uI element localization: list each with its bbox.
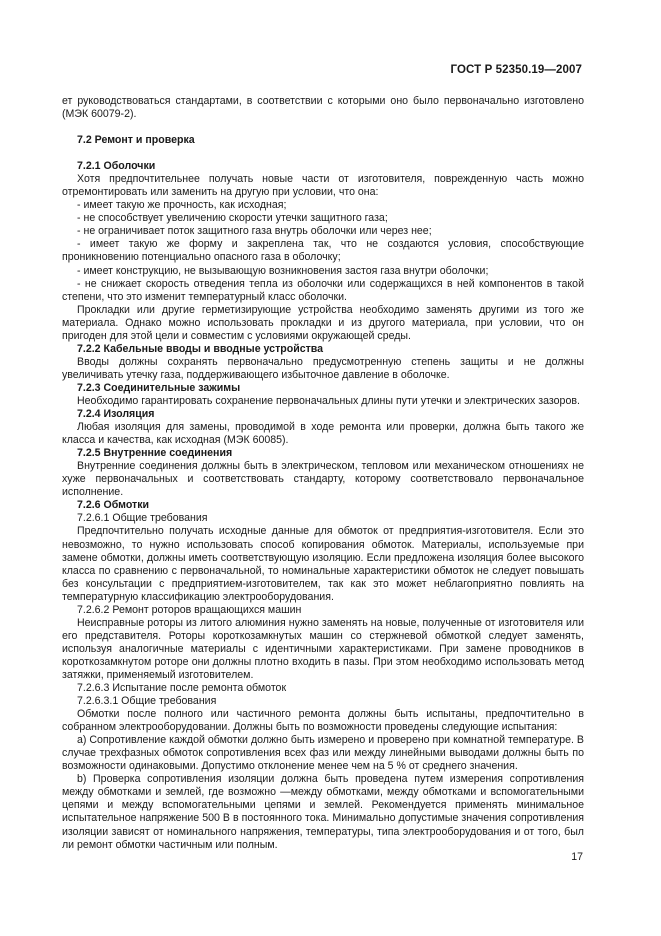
list-item: - не способствует увеличению скорости утечки защитного газа; <box>77 212 388 225</box>
section-heading-7-2-2: 7.2.2 Кабельные вводы и вводные устройства <box>77 342 324 355</box>
paragraph-7-2-1-gaskets: Прокладки или другие герметизирующие устройства необходимо заменять другими из того же материала. Однако можно использовать прокладки и из другого материала, при условии, что он пригоден для этой цели и совместим с условиями окружающей среды. <box>62 303 584 342</box>
subsection-heading-7-2-6-1: 7.2.6.1 Общие требования <box>77 512 208 525</box>
page-number: 17 <box>571 851 583 863</box>
page-content <box>62 95 584 852</box>
section-heading-7-2-6: 7.2.6 Обмотки <box>77 499 150 512</box>
section-heading-7-2-1: 7.2.1 Оболочки <box>77 160 156 173</box>
subsection-heading-7-2-6-3-1: 7.2.6.3.1 Общие требования <box>77 695 217 708</box>
subsection-heading-7-2-6-2: 7.2.6.2 Ремонт роторов вращающихся машин <box>77 603 302 616</box>
paragraph-7-2-3: Необходимо гарантировать сохранение первоначальных длины пути утечки и электрических зазоров. <box>77 394 580 407</box>
list-item: - не ограничивает поток защитного газа внутрь оболочки или через нее; <box>77 225 432 238</box>
paragraph-7-2-6-3-1: Обмотки после полного или частичного ремонта должны быть испытаны, предпочтительно в собранном электрооборудовании. Должны быть по возможности проведены следующие испытания: <box>62 708 584 734</box>
continued-paragraph: ет руководствоваться стандартами, в соответствии с которыми оно было первоначально изготовлено (МЭК 60079-2). <box>62 95 584 121</box>
subsection-heading-7-2-6-3: 7.2.6.3 Испытание после ремонта обмоток <box>77 682 287 695</box>
section-heading-7-2: 7.2 Ремонт и проверка <box>77 134 195 147</box>
paragraph-7-2-6-1: Предпочтительно получать исходные данные для обмоток от предприятия-изготовителя. Если это невозможно, то нужно использовать способ копирования обмоток. Материалы, используемые при замене обмотки, должны иметь соответствующую изоляцию. Если предложена изоляция более высокого класса по сравнению с первоначальной, то номинальные характеристики обмоток не следует повышать без консультации с предприятием-изготовителем, так как это может неблагоприятно повлиять на температурную классификацию электрооборудования. <box>62 525 584 603</box>
list-item: - не снижает скорость отведения тепла из оболочки или содержащихся в ней компонентов в такой степени, что это изменит температурный класс оболочки. <box>62 277 584 303</box>
list-item-b: b) Проверка сопротивления изоляции должна быть проведена путем измерения сопротивления между обмотками и землей, где возможно —между обмотками, между обмотками и вспомогательными цепями и между вспомогательными цепями и землей. Рекомендуется применять минимальное испытательное напряжение 500 В в постоянного тока. Минимально допустимые значения сопротивления изоляции зависят от номинального напряжения, температуры, типа электрооборудования и от того, был ли ремонт обмотки частичным или полным. <box>62 773 584 851</box>
paragraph-7-2-4: Любая изоляция для замены, проводимой в ходе ремонта или проверки, должна быть такого же класса и качества, как исходная (МЭК 60085). <box>62 421 584 447</box>
section-heading-7-2-4: 7.2.4 Изоляция <box>77 408 155 421</box>
list-item-a: а) Сопротивление каждой обмотки должно быть измерено и проверено при комнатной температуре. В случае трехфазных обмоток сопротивления всех фаз или между линейными выводами должны быть по возможности одинаковыми. Допустимо отклонение менее чем на 5 % от среднего значения. <box>62 734 584 773</box>
standard-header: ГОСТ Р 52350.19—2007 <box>450 64 582 76</box>
section-heading-7-2-3: 7.2.3 Соединительные зажимы <box>77 381 241 394</box>
paragraph-7-2-5: Внутренние соединения должны быть в электрическом, тепловом или механическом отношениях не хуже первоначальных и соответствовать стандарту, которому соответствовало первоначальное исполнение. <box>62 460 584 499</box>
section-heading-7-2-5: 7.2.5 Внутренние соединения <box>77 447 233 460</box>
list-item: - имеет такую же форму и закреплена так, что не создаются условия, способствующие проникновению потенциально опасного газа в оболочку; <box>62 238 584 264</box>
list-item: - имеет такую же прочность, как исходная; <box>77 199 287 212</box>
paragraph-7-2-2: Вводы должны сохранять первоначально предусмотренную степень защиты и не должны увеличивать утечку газа, поддерживающего избыточное давление в оболочке. <box>62 355 584 381</box>
paragraph-7-2-6-2: Неисправные роторы из литого алюминия нужно заменять на новые, полученные от изготовителя или его представителя. Роторы короткозамкнутых машин со стержневой обмоткой следует заменять, используя аналогичные материалы с идентичными характеристиками. При замене проводников в короткозамкнутом роторе они должны плотно входить в пазы. При этом необходимо использовать метод затяжки, применяемый изготовителем. <box>62 616 584 681</box>
list-item: - имеет конструкцию, не вызывающую возникновения застоя газа внутри оболочки; <box>77 264 489 277</box>
paragraph-7-2-1-intro: Хотя предпочтительнее получать новые части от изготовителя, поврежденную часть можно отремонтировать или заменить на другую при условии, что она: <box>62 173 584 199</box>
